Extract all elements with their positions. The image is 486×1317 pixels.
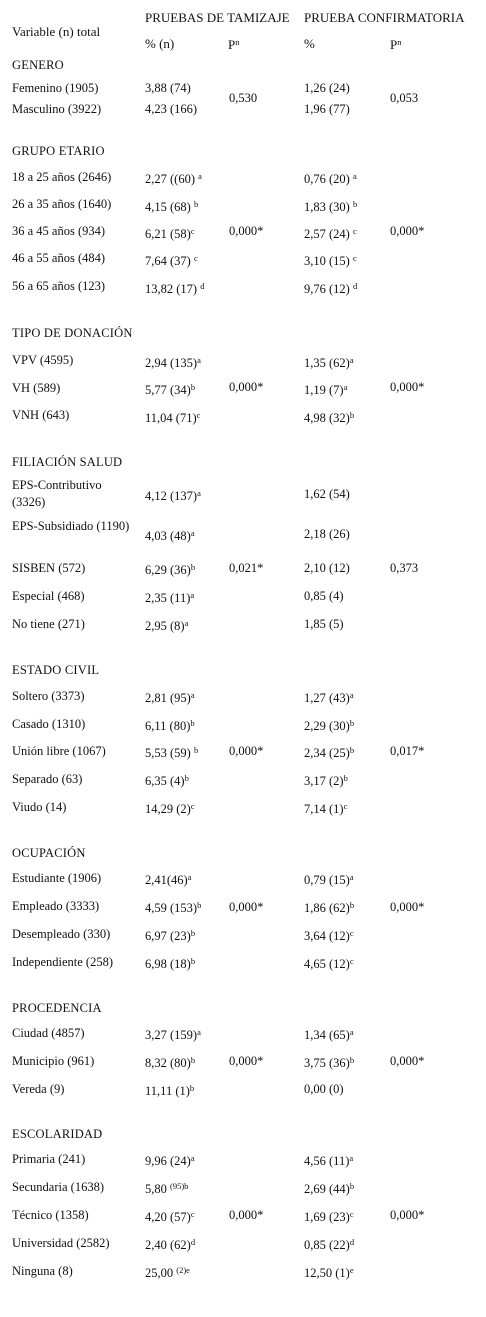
confirm-value: 2,18 (26)	[304, 527, 350, 541]
confirm-value: 1,35 $(62)^a$	[304, 355, 354, 370]
p-value-confirm: 0,000*	[390, 224, 425, 238]
screening-value: $2,41(46)^a$	[145, 872, 192, 887]
confirm-value: 4,56 $(11)^a$	[304, 1153, 354, 1168]
row-label: EPS-Subsidiado (1190)	[12, 519, 130, 533]
screening-value: 25,00 $^{(2)e}$	[145, 1265, 190, 1280]
header-screening: PRUEBAS DE TAMIZAJE	[145, 10, 290, 25]
screening-value: 2,40 $(62)^d$	[145, 1237, 196, 1252]
screening-value: 11,11 $(1)^b$	[145, 1083, 195, 1098]
section-title-ocupacion: OCUPACIÓN	[12, 846, 86, 860]
screening-value: 11,04 $(71)^c$	[145, 410, 201, 425]
screening-value: 2,94 $(135)^a$	[145, 355, 201, 370]
screening-value: 9,96 $(24)^a$	[145, 1153, 195, 1168]
row-label: VNH (643)	[12, 408, 70, 422]
screening-value: 14,29 $(2)^c$	[145, 801, 195, 816]
screening-value: 2,35 $(11)^a$	[145, 590, 195, 605]
screening-value: 2,27 ((60) $^a$	[145, 171, 202, 186]
confirm-value: 3,64 $(12)^c$	[304, 928, 354, 943]
screening-value: 6,97 $(23)^b$	[145, 928, 196, 943]
row-label: Vereda (9)	[12, 1082, 65, 1096]
section-title-procedencia: PROCEDENCIA	[12, 1001, 102, 1015]
row-label: Casado (1310)	[12, 717, 86, 731]
confirm-value: 1,83 (30) $^b$	[304, 199, 358, 214]
confirm-value: 2,57 (24) $^c$	[304, 226, 357, 241]
section-title-escolaridad: ESCOLARIDAD	[12, 1127, 103, 1141]
confirm-value: 1,85 (5)	[304, 617, 344, 631]
header-variable: Variable (n) total	[12, 24, 101, 39]
section-title-estado-civil: ESTADO CIVIL	[12, 663, 100, 677]
row-label: Ciudad (4857)	[12, 1026, 85, 1040]
row-label: Separado (63)	[12, 772, 83, 786]
confirm-value: 2,34 $(25)^b$	[304, 745, 355, 760]
row-label: Estudiante (1906)	[12, 871, 102, 885]
row-label: Independiente (258)	[12, 955, 114, 969]
screening-value: 7,64 (37) $^c$	[145, 253, 198, 268]
confirm-value: 2,10 (12)	[304, 561, 350, 575]
confirm-value: 1,27 $(43)^a$	[304, 690, 354, 705]
section-title-grupo-etario: GRUPO ETARIO	[12, 144, 105, 158]
p-value-screening: 0,000*	[229, 380, 264, 394]
p-value-screening: 0,000*	[229, 900, 264, 914]
screening-value: 4,23 (166)	[145, 102, 198, 116]
screening-value: 4,15 (68) $^b$	[145, 199, 199, 214]
confirm-value: 1,62 (54)	[304, 487, 350, 501]
screening-value: 6,21 $(58)^c$	[145, 226, 195, 241]
screening-value: 5,53 (59) $^b$	[145, 745, 199, 760]
screening-value: 8,32 $(80)^b$	[145, 1055, 196, 1070]
row-label: Viudo (14)	[12, 800, 67, 814]
section-title-filiacion-salud: FILIACIÓN SALUD	[12, 455, 123, 469]
p-value-confirm: 0,000*	[390, 1208, 425, 1222]
screening-value: 6,11 $(80)^b$	[145, 718, 195, 733]
confirm-value: 0,85 $(22)^d$	[304, 1237, 355, 1252]
screening-value: 4,20 $(57)^c$	[145, 1209, 195, 1224]
screening-value: 2,81 $(95)^a$	[145, 690, 195, 705]
screening-value: 6,98 $(18)^b$	[145, 956, 196, 971]
confirm-value: 7,14 $(1)^c$	[304, 801, 348, 816]
row-label: Femenino (1905)	[12, 81, 99, 95]
p-value-screening: 0,000*	[229, 1208, 264, 1222]
row-label: 36 a 45 años (934)	[12, 224, 106, 238]
row-label: Empleado (3333)	[12, 899, 100, 913]
confirm-value: 0,79 $(15)^a$	[304, 872, 354, 887]
header-pct: %	[304, 36, 315, 51]
p-value-confirm: 0,000*	[390, 380, 425, 394]
header-confirmatory: PRUEBA CONFIRMATORIA	[304, 10, 465, 25]
p-value-screening: 0,021*	[229, 561, 264, 575]
row-label: Unión libre (1067)	[12, 744, 106, 758]
screening-value: 3,27 $(159)^a$	[145, 1027, 201, 1042]
row-label: No tiene (271)	[12, 617, 85, 631]
screening-value: 6,35 $(4)^b$	[145, 773, 189, 788]
confirm-value: 1,34 $(65)^a$	[304, 1027, 354, 1042]
p-value-confirm: 0,053	[390, 91, 419, 105]
screening-value: 2,95 $(8)^a$	[145, 618, 189, 633]
screening-value: 5,80 $^{(95)b}$	[145, 1181, 189, 1196]
confirm-value: 4,98 $(32)^b$	[304, 410, 355, 425]
screening-value: 3,88 (74)	[145, 81, 191, 95]
confirm-value: 3,17 $(2)^b$	[304, 773, 348, 788]
confirm-value: 1,26 (24)	[304, 81, 350, 95]
row-label: VPV (4595)	[12, 353, 74, 367]
row-label: Ninguna (8)	[12, 1264, 73, 1278]
confirm-value: 1,69 $(23)^c$	[304, 1209, 354, 1224]
row-label: Primaria (241)	[12, 1152, 86, 1166]
row-label: 56 a 65 años (123)	[12, 279, 106, 293]
row-label: SISBEN (572)	[12, 561, 86, 575]
row-label: Soltero (3373)	[12, 689, 85, 703]
confirm-value: 1,19 $(7)^a$	[304, 382, 348, 397]
confirm-value: 3,75 $(36)^b$	[304, 1055, 355, 1070]
row-label: Masculino (3922)	[12, 102, 102, 116]
section-title-tipo-donacion: TIPO DE DONACIÓN	[12, 326, 133, 340]
row-label: Desempleado (330)	[12, 927, 111, 941]
p-value-screening: 0,000*	[229, 224, 264, 238]
confirm-value: 2,29 $(30)^b$	[304, 718, 355, 733]
section-title-genero: GENERO	[12, 58, 64, 72]
confirm-value: 2,69 $(44)^b$	[304, 1181, 355, 1196]
row-label: 26 a 35 años (1640)	[12, 197, 112, 211]
row-label: EPS-Contributivo (3326)	[12, 478, 102, 509]
row-label: Especial (468)	[12, 589, 85, 603]
p-value-screening: 0,000*	[229, 1054, 264, 1068]
screening-value: 4,12 $(137)^a$	[145, 488, 201, 503]
screening-value: 4,59 $(153)^b$	[145, 900, 202, 915]
screening-value: 13,82 (17) $^d$	[145, 281, 205, 296]
confirm-value: 0,85 (4)	[304, 589, 344, 603]
screening-value: 5,77 $(34)^b$	[145, 382, 196, 397]
row-label: Municipio (961)	[12, 1054, 95, 1068]
p-value-screening: 0,000*	[229, 744, 264, 758]
p-value-screening: 0,530	[229, 91, 258, 105]
p-value-confirm: 0,373	[390, 561, 419, 575]
p-value-confirm: 0,000*	[390, 900, 425, 914]
screening-value: 4,03 $(48)^a$	[145, 528, 195, 543]
row-label: VH (589)	[12, 381, 61, 395]
confirm-value: 0,76 (20) $^a$	[304, 171, 357, 186]
row-label: 18 a 25 años (2646)	[12, 170, 112, 184]
confirm-value: 1,86 $(62)^b$	[304, 900, 355, 915]
row-label: Universidad (2582)	[12, 1236, 110, 1250]
confirm-value: 0,00 (0)	[304, 1082, 344, 1096]
confirm-value: 12,50 $(1)^e$	[304, 1265, 354, 1280]
confirm-value: 3,10 (15) $^c$	[304, 253, 357, 268]
row-label: Secundaria (1638)	[12, 1180, 104, 1194]
header-p-screen: $P^n$	[228, 37, 240, 52]
screening-value: 6,29 $(36)^b$	[145, 562, 196, 577]
p-value-confirm: 0,000*	[390, 1054, 425, 1068]
p-value-confirm: 0,017*	[390, 744, 425, 758]
confirm-value: 9,76 (12) $^d$	[304, 281, 358, 296]
confirm-value: 1,96 (77)	[304, 102, 350, 116]
header-p-confirm: $P^n$	[390, 37, 402, 52]
row-label: Técnico (1358)	[12, 1208, 89, 1222]
row-label: 46 a 55 años (484)	[12, 251, 106, 265]
confirm-value: 4,65 $(12)^c$	[304, 956, 354, 971]
header-pct-n: % (n)	[145, 36, 175, 51]
